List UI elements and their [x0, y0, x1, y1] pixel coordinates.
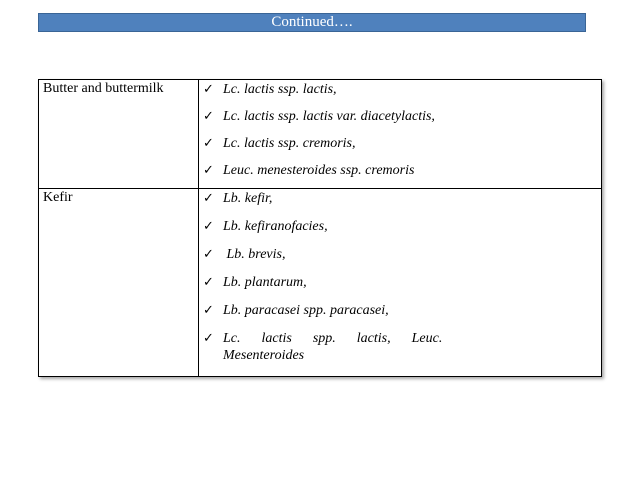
culture-name: Lc. lactis ssp. lactis, [223, 82, 337, 97]
checkmark-icon: ✓ [203, 275, 214, 290]
checkmark-icon: ✓ [203, 219, 214, 234]
checkmark-icon: ✓ [203, 163, 214, 178]
slide-title: Continued…. [271, 14, 353, 30]
culture-name-multiline [223, 330, 597, 364]
culture-name: Lb. kefir, [223, 191, 273, 206]
product-name: Butter and buttermilk [43, 81, 164, 96]
culture-name: Lb. plantarum, [223, 275, 307, 290]
checkmark-icon: ✓ [203, 191, 214, 206]
checkmark-icon: ✓ [203, 82, 214, 97]
culture-name-line: Lc. lactis spp. lactis, Leuc. [223, 331, 443, 346]
culture-list [199, 189, 601, 376]
culture-name: Leuc. menesteroides ssp. cremoris [223, 163, 415, 178]
culture-name: Lb. paracasei spp. paracasei, [223, 303, 389, 318]
list-item [203, 190, 597, 207]
cultures-table [38, 79, 602, 377]
list-item [203, 108, 597, 125]
checkmark-icon: ✓ [203, 303, 214, 318]
table-row [39, 80, 601, 188]
culture-name: Lb. kefiranofacies, [223, 219, 328, 234]
list-item [203, 218, 597, 235]
list-item [203, 274, 597, 291]
checkmark-icon: ✓ [203, 247, 214, 262]
slide-title-bar [38, 13, 586, 32]
culture-name-line: Mesenteroides [223, 348, 305, 363]
product-name-cell [39, 189, 199, 376]
culture-name: Lc. lactis ssp. cremoris, [223, 136, 356, 151]
checkmark-icon: ✓ [203, 136, 214, 151]
culture-name: Lc. lactis ssp. lactis var. diacetylactis, [223, 109, 435, 124]
checkmark-icon: ✓ [203, 331, 214, 346]
list-item [203, 302, 597, 319]
list-item [203, 246, 597, 263]
list-item [203, 81, 597, 98]
table-row [39, 188, 601, 376]
checkmark-icon: ✓ [203, 109, 214, 124]
product-name-cell [39, 80, 199, 188]
culture-list [199, 80, 601, 188]
list-item [203, 135, 597, 152]
culture-name: Lb. brevis, [223, 247, 286, 262]
product-name: Kefir [43, 190, 73, 205]
list-item [203, 330, 597, 364]
list-item [203, 162, 597, 179]
